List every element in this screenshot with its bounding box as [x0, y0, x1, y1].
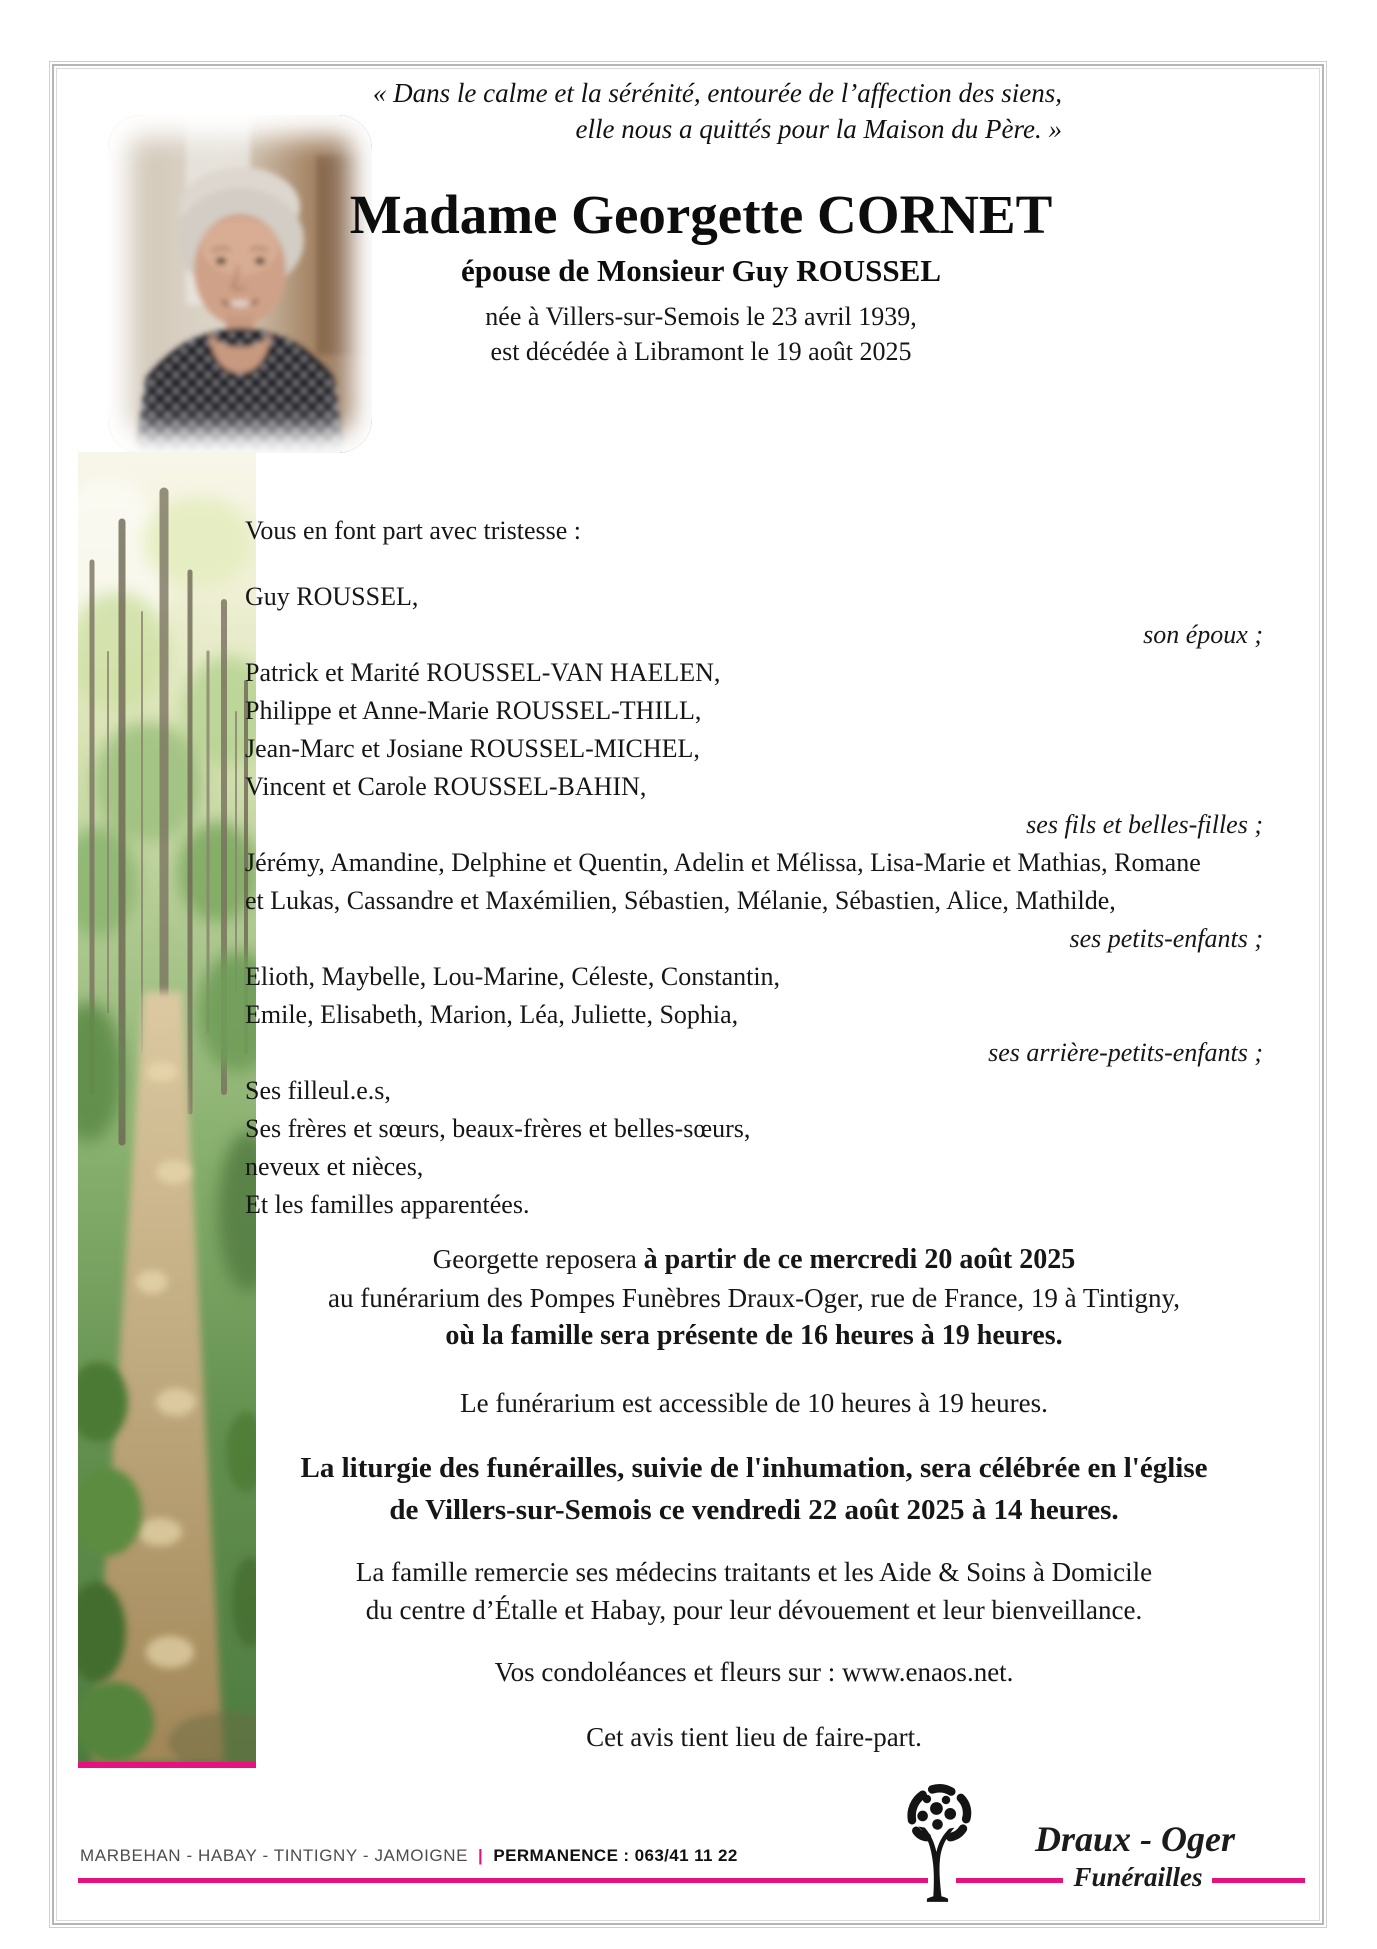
- death-line: est décédée à Libramont le 19 août 2025: [490, 337, 912, 366]
- grandchildren-line: et Lukas, Cassandre et Maxémilien, Sébastien, Mélanie, Sébastien, Alice, Mathilde,: [245, 886, 1116, 915]
- repose-line-1: [245, 1240, 1263, 1279]
- footer-info: [80, 1846, 738, 1866]
- grandchildren-relation-label: ses petits-enfants ;: [1069, 924, 1263, 953]
- notice-line: Cet avis tient lieu de faire-part.: [586, 1722, 922, 1752]
- announcement-intro: Vous en font part avec tristesse :: [245, 516, 581, 545]
- funerarium-access: Le funérarium est accessible de 10 heures à 19 heures.: [460, 1388, 1048, 1418]
- footer-accent-line: [78, 1878, 928, 1883]
- funeral-home-subtitle: Funérailles: [1073, 1862, 1203, 1892]
- repose-presence: où la famille sera présente de 16 heures à 19 heures.: [445, 1320, 1063, 1351]
- footer-locations: MARBEHAN - HABAY - TINTIGNY - JAMOIGNE: [80, 1846, 469, 1865]
- deceased-name: Madame Georgette CORNET: [349, 184, 1053, 245]
- grandchildren-line: Jérémy, Amandine, Delphine et Quentin, Adelin et Mélissa, Lisa-Marie et Mathias, Romane: [245, 848, 1201, 877]
- life-dates: [340, 299, 1062, 369]
- portrait-photo: [108, 115, 372, 453]
- quote-line-1: « Dans le calme et la sérénité, entourée de l’affection des siens,: [372, 78, 1062, 108]
- child-line: Patrick et Marité ROUSSEL-VAN HAELEN,: [245, 658, 721, 687]
- portrait-illustration: [108, 115, 372, 453]
- liturgy-line-2: de Villers-sur-Semois ce vendredi 22 août 2025 à 14 heures.: [389, 1494, 1119, 1526]
- forest-path-image: [78, 452, 256, 1762]
- husband-name: Guy ROUSSEL,: [245, 582, 419, 611]
- funeral-home-name: Draux - Oger: [1035, 1819, 1236, 1859]
- child-line: Vincent et Carole ROUSSEL-BAHIN,: [245, 772, 647, 801]
- header: [340, 75, 1062, 369]
- spouse-line: épouse de Monsieur Guy ROUSSEL: [460, 253, 941, 288]
- repose-date: à partir de ce mercredi 20 août 2025: [643, 1244, 1076, 1275]
- footer-accent-line: [1212, 1878, 1305, 1883]
- birth-line: née à Villers-sur-Semois le 23 avril 1939,: [485, 302, 917, 331]
- husband-relation-label: son époux ;: [1143, 620, 1263, 649]
- quote-line-2: elle nous a quittés pour la Maison du Père. »: [575, 114, 1062, 144]
- footer-permanence: PERMANENCE : 063/41 11 22: [493, 1846, 738, 1865]
- opening-quote: [340, 75, 1062, 147]
- other-relatives-line: Ses frères et sœurs, beaux-frères et belles-sœurs,: [245, 1114, 751, 1143]
- funeral-home-tree-icon: [880, 1782, 995, 1904]
- great-grandchildren-line: Emile, Elisabeth, Marion, Léa, Juliette, Sophia,: [245, 1000, 739, 1029]
- footer-separator: |: [478, 1846, 484, 1865]
- repose-location: au funérarium des Pompes Funèbres Draux-Oger, rue de France, 19 à Tintigny,: [328, 1283, 1180, 1313]
- other-relatives-line: Ses filleul.e.s,: [245, 1076, 391, 1105]
- condolences-line: Vos condoléances et fleurs sur : www.enaos.net.: [494, 1657, 1014, 1687]
- thanks-line-1: La famille remercie ses médecins traitants et les Aide & Soins à Domicile: [355, 1557, 1153, 1587]
- child-line: Philippe et Anne-Marie ROUSSEL-THILL,: [245, 696, 702, 725]
- liturgy-line-1: La liturgie des funérailles, suivie de l'inhumation, sera célébrée en l'église: [300, 1452, 1208, 1484]
- other-relatives-line: neveux et nièces,: [245, 1152, 424, 1181]
- repose-prefix: Georgette reposera: [432, 1244, 644, 1274]
- forest-illustration: [78, 452, 256, 1762]
- forest-image-accent-bar: [78, 1762, 256, 1768]
- children-relation-label: ses fils et belles-filles ;: [1026, 810, 1263, 839]
- other-relatives-line: Et les familles apparentées.: [245, 1190, 530, 1219]
- tree-logo-graphic: [880, 1782, 995, 1904]
- family-announcement: [245, 512, 1263, 1224]
- child-line: Jean-Marc et Josiane ROUSSEL-MICHEL,: [245, 734, 700, 763]
- thanks-line-2: du centre d’Étalle et Habay, pour leur dévouement et leur bienveillance.: [365, 1595, 1143, 1625]
- great-grandchildren-line: Elioth, Maybelle, Lou-Marine, Céleste, Constantin,: [245, 962, 781, 991]
- great-grandchildren-relation-label: ses arrière-petits-enfants ;: [988, 1038, 1263, 1067]
- ceremony-details: [245, 1240, 1263, 1756]
